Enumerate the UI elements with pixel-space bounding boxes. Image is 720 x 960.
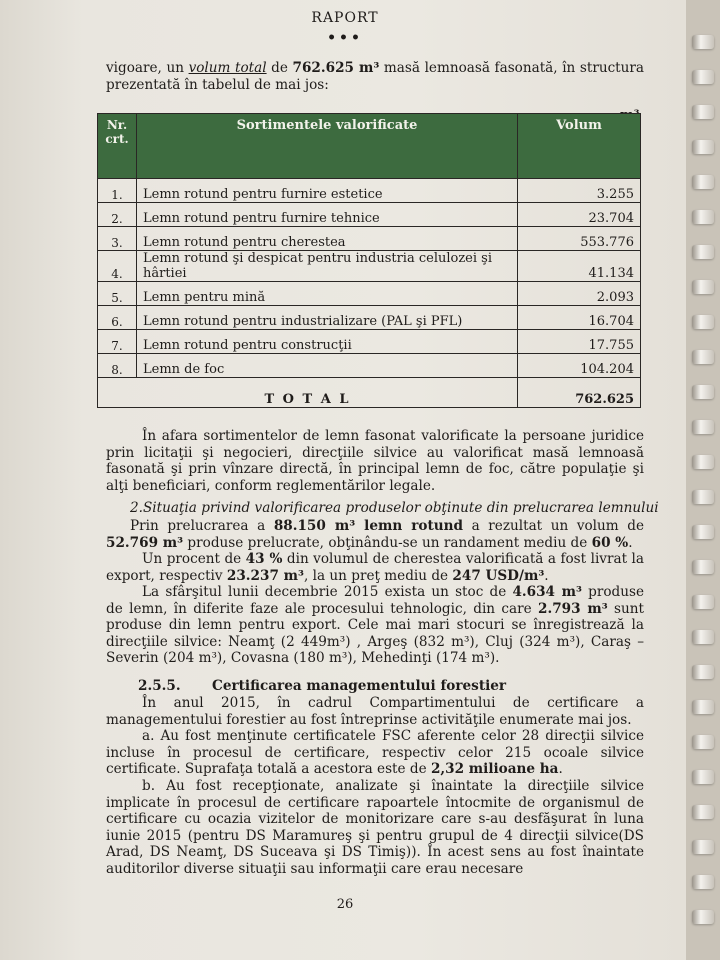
row-name: Lemn pentru mină bbox=[137, 282, 518, 306]
binder-ring bbox=[692, 455, 714, 469]
binder-ring bbox=[692, 595, 714, 609]
binder-ring bbox=[692, 245, 714, 259]
page-header bbox=[0, 10, 690, 46]
row-name: Lemn rotund pentru furnire estetice bbox=[137, 179, 518, 203]
row-vol: 104.204 bbox=[518, 354, 641, 378]
binder-ring bbox=[692, 700, 714, 714]
binder-ring bbox=[692, 385, 714, 399]
total-volume: 762.625 m³ bbox=[292, 60, 380, 76]
binder-ring bbox=[692, 665, 714, 679]
binder-ring bbox=[692, 210, 714, 224]
table-row bbox=[98, 179, 641, 203]
row-vol: 553.776 bbox=[518, 227, 641, 251]
paragraph-item-b: b. Au fost recepţionate, analizate şi înaintate la direcţiile silvice implicate în procesul de certificare rapoartele întocmite de organismul de certificare cu ocazia vizitelor de monitorizare care s-au desfăşurat în luna iunie 2015 (pentru DS Maramureş şi pentru grupul de 4 direcţii silvice(DS Arad, DS Neamţ, DS Suceava şi DS Timiş)). În acest sens au fost înaintate auditorilor diverse situaţii sau informaţii care erau necesare bbox=[106, 778, 644, 877]
section-title-processing: 2.Situaţia privind valorificarea produselor obţinute din prelucrarea lemnului bbox=[130, 500, 659, 516]
paragraph-sales: În afara sortimentelor de lemn fasonat valorificate la persoane juridice prin licitaţii şi negocieri, direcţiile silvice au valorificat masă lemnoasă fasonată şi prin vînzare directă, în principal lemn de foc, către populaţie şi alţi beneficiari, conform reglementărilor legale. bbox=[106, 428, 644, 494]
binder-ring bbox=[692, 280, 714, 294]
table-total-row bbox=[98, 378, 641, 408]
table-row bbox=[98, 251, 641, 282]
binder-ring bbox=[692, 805, 714, 819]
page-number: 26 bbox=[336, 897, 354, 912]
paragraph-export: Un procent de 43 % din volumul de cherestea valorificată a fost livrat la export, respectiv 23.237 m³, la un preţ mediu de 247 USD/m³. bbox=[106, 551, 644, 584]
row-vol: 2.093 bbox=[518, 282, 641, 306]
binder-spine bbox=[686, 0, 720, 960]
intro-paragraph: vigoare, un volum total de 762.625 m³ masă lemnoasă fasonată, în structura prezentată în tabelul de mai jos: bbox=[106, 60, 645, 93]
row-vol: 17.755 bbox=[518, 330, 641, 354]
row-name: Lemn rotund pentru industrializare (PAL şi PFL) bbox=[137, 306, 518, 330]
row-vol: 23.704 bbox=[518, 203, 641, 227]
binder-ring bbox=[692, 35, 714, 49]
row-name: Lemn rotund pentru construcţii bbox=[137, 330, 518, 354]
row-nr: 8. bbox=[98, 354, 137, 378]
row-vol: 41.134 bbox=[518, 251, 641, 282]
row-vol: 16.704 bbox=[518, 306, 641, 330]
table-row bbox=[98, 282, 641, 306]
paragraph-processing: Prin prelucrarea a 88.150 m³ lemn rotund a rezultat un volum de 52.769 m³ produse prelucrate, obţinându-se un randament mediu de 60 %. bbox=[106, 518, 644, 551]
binder-ring bbox=[692, 910, 714, 924]
binder-ring bbox=[692, 105, 714, 119]
row-vol: 3.255 bbox=[518, 179, 641, 203]
binder-ring bbox=[692, 525, 714, 539]
binder-ring bbox=[692, 735, 714, 749]
table-row bbox=[98, 227, 641, 251]
row-name: Lemn rotund pentru furnire tehnice bbox=[137, 203, 518, 227]
row-name: Lemn de foc bbox=[137, 354, 518, 378]
row-name: Lemn rotund şi despicat pentru industria celulozei şi hârtiei bbox=[137, 251, 518, 282]
binder-ring bbox=[692, 315, 714, 329]
header-volum: Volum bbox=[518, 114, 641, 179]
header-sortiment: Sortimentele valorificate bbox=[137, 114, 518, 179]
table-row bbox=[98, 330, 641, 354]
table-row bbox=[98, 306, 641, 330]
binder-ring bbox=[692, 875, 714, 889]
row-nr: 2. bbox=[98, 203, 137, 227]
row-name: Lemn rotund pentru cherestea bbox=[137, 227, 518, 251]
section-number: 2.5.5. bbox=[138, 678, 181, 694]
row-nr: 3. bbox=[98, 227, 137, 251]
binder-ring bbox=[692, 770, 714, 784]
paragraph-certification: În anul 2015, în cadrul Compartimentului de certificare a managementului forestier au fost întreprinse activităţile enumerate mai jos. bbox=[106, 695, 644, 728]
underlined-term: volum total bbox=[188, 60, 267, 76]
row-nr: 5. bbox=[98, 282, 137, 306]
row-nr: 6. bbox=[98, 306, 137, 330]
row-nr: 1. bbox=[98, 179, 137, 203]
total-value: 762.625 bbox=[518, 378, 641, 408]
binder-ring bbox=[692, 630, 714, 644]
binder-ring bbox=[692, 175, 714, 189]
header-dots: ••• bbox=[327, 30, 363, 46]
total-label: T O T A L bbox=[98, 378, 518, 408]
table-row bbox=[98, 203, 641, 227]
header-nr: Nr. crt. bbox=[98, 114, 137, 179]
binder-ring bbox=[692, 140, 714, 154]
row-nr: 4. bbox=[98, 251, 137, 282]
row-nr: 7. bbox=[98, 330, 137, 354]
binder-ring bbox=[692, 70, 714, 84]
table-header-row bbox=[98, 114, 641, 179]
section-title-certification: Certificarea managementului forestier bbox=[212, 678, 507, 694]
sortiment-table bbox=[97, 113, 641, 408]
header-title: RAPORT bbox=[311, 10, 379, 26]
binder-ring bbox=[692, 490, 714, 504]
table-row bbox=[98, 354, 641, 378]
binder-ring bbox=[692, 840, 714, 854]
binder-ring bbox=[692, 350, 714, 364]
paragraph-item-a: a. Au fost menţinute certificatele FSC aferente celor 28 direcţii silvice incluse în procesul de certificare, respectiv celor 215 ocoale silvice certificate. Suprafaţa totală a acestora este de 2,32 milioane ha. bbox=[106, 728, 644, 777]
binder-ring bbox=[692, 560, 714, 574]
binder-ring bbox=[692, 420, 714, 434]
paragraph-stocks: La sfârşitul lunii decembrie 2015 exista un stoc de 4.634 m³ produse de lemn, în diferite faze ale procesului tehnologic, din care 2.793 m³ sunt produse din lemn pentru export. Cele mai mari stocuri se înregistrează la direcţiile silvice: Neamţ (2 449m³) , Argeş (832 m³), Cluj (324 m³), Caraş – Severin (204 m³), Covasna (180 m³), Mehedinţi (174 m³). bbox=[106, 584, 645, 666]
